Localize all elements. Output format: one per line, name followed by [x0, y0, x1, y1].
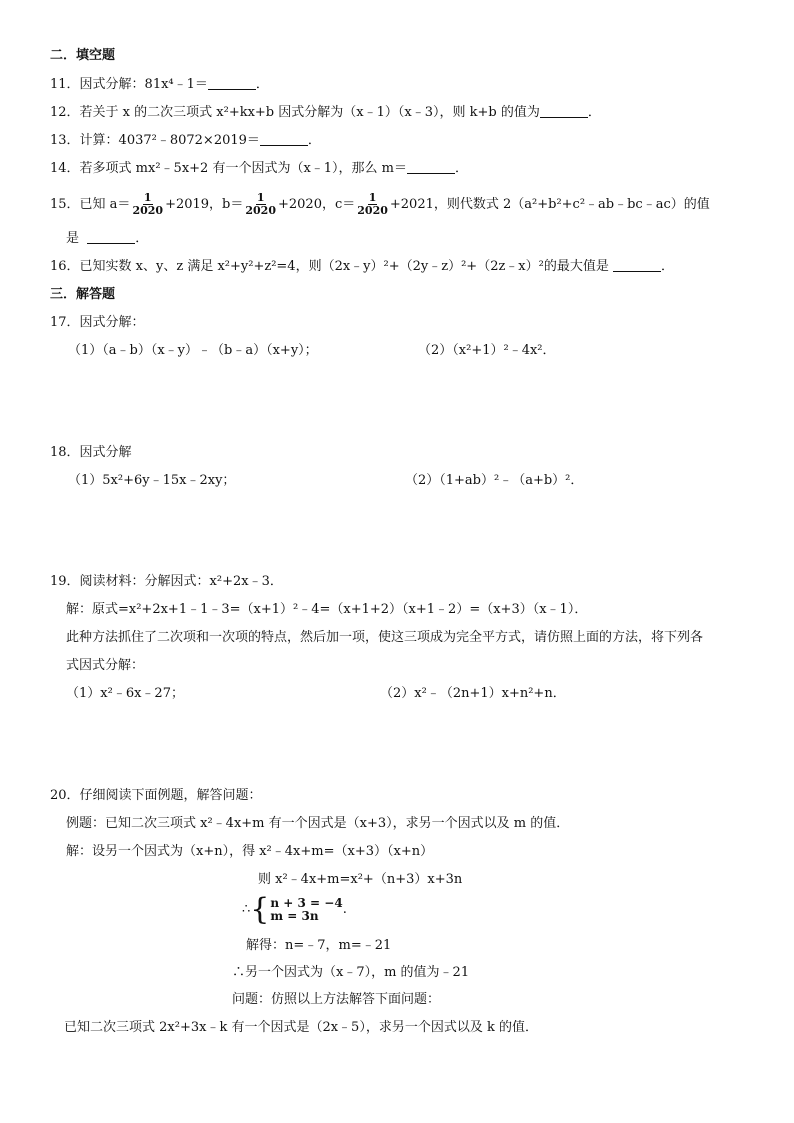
therefore-symbol: ∴ [242, 902, 251, 917]
fraction-numerator: 1 [143, 191, 152, 204]
question-20-solution: 解：设另一个因式为（x+n），得 x²﹣4x+m=（x+3）（x+n） [66, 844, 434, 859]
question-19-title: 19．阅读材料：分解因式：x²+2x﹣3． [50, 574, 283, 589]
question-17-part1: （1）（a﹣b）（x﹣y）﹣（b﹣a）（x+y）； [68, 343, 318, 358]
fraction-c [357, 192, 388, 217]
question-20-then: 则 x²﹣4x+m=x²+（n+3）x+3n [258, 872, 463, 887]
question-14 [50, 160, 468, 178]
question-18-part1: （1）5x²+6y﹣15x﹣2xy； [68, 473, 236, 488]
answer-blank [87, 231, 135, 244]
question-11-text: 11．因式分解：81x⁴﹣1＝ [50, 77, 208, 92]
answer-blank [208, 77, 256, 90]
system-period: . [342, 902, 347, 917]
question-19-part2: （2）x²﹣（2n+1）x+n²+n． [380, 686, 566, 701]
fraction-denominator: 2020 [132, 204, 164, 217]
question-20-task: 已知二次三项式 2x²+3x﹣k 有一个因式是（2x﹣5），求另一个因式以及 k 的值． [64, 1020, 538, 1035]
question-12-text: 12．若关于 x 的二次三项式 x²+kx+b 因式分解为（x﹣1）（x﹣3），则 k+b 的值为 [50, 105, 540, 120]
question-12-tail: ． [587, 105, 601, 120]
question-18-title: 18．因式分解 [50, 445, 132, 460]
question-15-part3: +2020，c＝ [278, 197, 356, 212]
system-equations [270, 897, 342, 923]
question-19-solution: 解：原式=x²+2x+1﹣1﹣3=（x+1）²﹣4=（x+1+2）（x+1﹣2）=（x+3）（x﹣1）． [66, 602, 588, 617]
question-15 [50, 190, 710, 220]
equation-system [242, 893, 347, 927]
answer-blank [540, 105, 588, 118]
fraction-denominator: 2020 [245, 204, 276, 217]
question-19-part1: （1）x²﹣6x﹣27； [66, 686, 184, 701]
question-13-text: 13．计算：4037²﹣8072×2019＝ [50, 133, 260, 148]
answer-blank [260, 133, 308, 146]
question-12 [50, 104, 601, 122]
question-17-part2: （2）（x²+1）²﹣4x²． [418, 343, 556, 358]
question-11 [50, 76, 269, 94]
question-18-part2: （2）（1+ab）²﹣（a+b）²． [405, 473, 584, 488]
fraction-numerator: 1 [256, 191, 265, 204]
question-15-line2-text: 是 [66, 231, 80, 246]
question-20-problem: 问题：仿照以上方法解答下面问题： [232, 992, 441, 1007]
fraction-denominator: 2020 [357, 204, 388, 217]
question-19-description-line2: 式因式分解： [66, 658, 145, 673]
question-16-text: 16．已知实数 x、y、z 满足 x²+y²+z²=4，则（2x﹣y）²+（2y﹣z）²+（2z﹣x）²的最大值是 [50, 259, 609, 274]
question-17-title: 17．因式分解： [50, 315, 145, 330]
question-20-title: 20．仔细阅读下面例题，解答问题： [50, 788, 262, 803]
question-16-tail: ． [661, 259, 675, 274]
fraction-b [245, 192, 276, 217]
question-14-tail: ． [455, 161, 469, 176]
question-15-part2: +2019，b＝ [165, 197, 244, 212]
system-equation-2: m = 3n [270, 908, 319, 923]
question-19-description-line1: 此种方法抓住了二次项和一次项的特点，然后加一项，使这三项成为完全平方式，请仿照上面的方法，将下列各 [66, 630, 704, 645]
answer-blank [407, 161, 455, 174]
answer-blank [613, 259, 661, 272]
question-14-text: 14．若多项式 mx²﹣5x+2 有一个因式为（x﹣1），那么 m＝ [50, 161, 408, 176]
question-11-tail: ． [255, 77, 269, 92]
question-20-example: 例题：已知二次三项式 x²﹣4x+m 有一个因式是（x+3），求另一个因式以及 m 的值． [66, 816, 570, 831]
section-title-fill-blank: 二．填空题 [50, 48, 116, 63]
question-15-part4: +2021，则代数式 2（a²+b²+c²﹣ab﹣bc﹣ac）的值 [389, 197, 710, 212]
system-block [250, 891, 343, 927]
fraction-a [132, 192, 163, 217]
section-title-answer: 三．解答题 [50, 287, 116, 302]
question-15-part1: 15．已知 a＝ [50, 197, 131, 212]
question-15-line2 [66, 230, 148, 248]
fraction-numerator: 1 [368, 191, 377, 204]
question-20-solved: 解得：n=﹣7，m=﹣21 [246, 938, 392, 953]
question-20-conclusion: ∴另一个因式为（x﹣7），m 的值为﹣21 [232, 965, 470, 980]
question-13-tail: ． [307, 133, 321, 148]
question-13 [50, 132, 321, 150]
system-equation-1: n + 3 = −4 [270, 895, 343, 910]
question-15-tail: ． [135, 231, 149, 246]
question-16 [50, 258, 674, 276]
left-brace: { [250, 891, 270, 927]
